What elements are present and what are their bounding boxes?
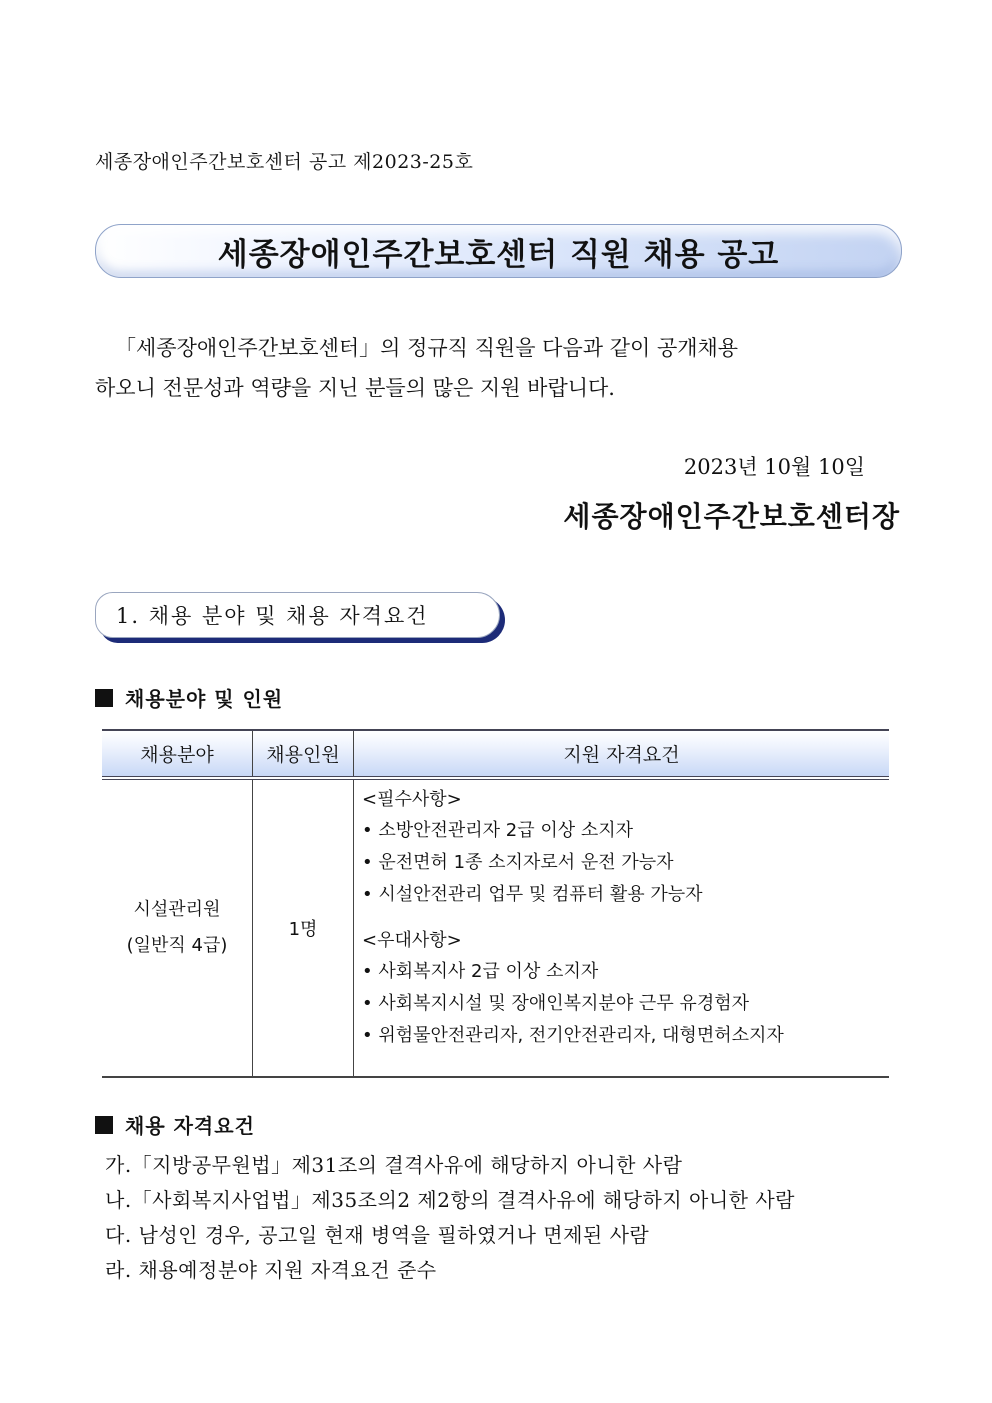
qualification-item: 가.「지방공무원법」제31조의 결격사유에 해당하지 아니한 사람 — [105, 1153, 683, 1177]
square-bullet-icon — [95, 689, 113, 707]
notice-number: 세종장애인주간보호센터 공고 제2023-25호 — [95, 151, 474, 173]
qualification-heading-label: 채용 자격요건 — [125, 1114, 255, 1138]
table-heading — [95, 683, 283, 712]
requirements-cell — [354, 778, 890, 1077]
headcount-cell: 1명 — [253, 778, 354, 1077]
qualification-heading — [95, 1110, 255, 1139]
field-grade: (일반직 4급) — [126, 935, 228, 956]
table-heading-label: 채용분야 및 인원 — [125, 687, 284, 711]
section-title: 1. 채용 분야 및 채용 자격요건 — [116, 604, 429, 628]
requirement-item: • 운전면허 1종 소지자로서 운전 가능자 — [362, 852, 674, 873]
column-header: 채용인원 — [253, 730, 354, 778]
preferred-header: <우대사항> — [362, 930, 462, 951]
field-cell — [102, 778, 253, 1077]
column-header: 채용분야 — [102, 730, 253, 778]
title-banner — [95, 224, 902, 278]
table-header-row — [102, 730, 889, 778]
section-banner — [95, 592, 500, 638]
square-bullet-icon — [95, 1116, 113, 1134]
announcement-date: 2023년 10월 10일 — [683, 455, 865, 479]
preferred-item: • 위험물안전관리자, 전기안전관리자, 대형면허소지자 — [362, 1025, 784, 1046]
column-header: 지원 자격요건 — [354, 730, 890, 778]
intro-paragraph — [95, 328, 900, 408]
preferred-item: • 사회복지사 2급 이상 소지자 — [362, 961, 599, 982]
intro-line: 하오니 전문성과 역량을 지닌 분들의 많은 지원 바랍니다. — [95, 376, 615, 400]
qualification-item: 나.「사회복지사업법」제35조의2 제2항의 결격사유에 해당하지 아니한 사람 — [105, 1188, 796, 1212]
qualification-item: 라. 채용예정분야 지원 자격요건 준수 — [105, 1258, 437, 1282]
requirement-item: • 시설안전관리 업무 및 컴퓨터 활용 가능자 — [362, 884, 703, 905]
document-title: 세종장애인주간보호센터 직원 채용 공고 — [217, 236, 780, 273]
recruitment-table — [102, 729, 889, 1078]
requirement-item: • 소방안전관리자 2급 이상 소지자 — [362, 820, 633, 841]
table-row — [102, 778, 889, 1077]
qualification-item: 다. 남성인 경우, 공고일 현재 병역을 필하였거나 면제된 사람 — [105, 1223, 650, 1247]
qualification-list — [105, 1148, 795, 1288]
issuer-name: 세종장애인주간보호센터장 — [563, 500, 900, 533]
required-header: <필수사항> — [362, 789, 462, 810]
preferred-item: • 사회복지시설 및 장애인복지분야 근무 유경험자 — [362, 993, 749, 1014]
field-name: 시설관리원 — [133, 899, 221, 920]
intro-line: 「세종장애인주간보호센터」의 정규직 직원을 다음과 같이 공개채용 — [115, 336, 739, 360]
